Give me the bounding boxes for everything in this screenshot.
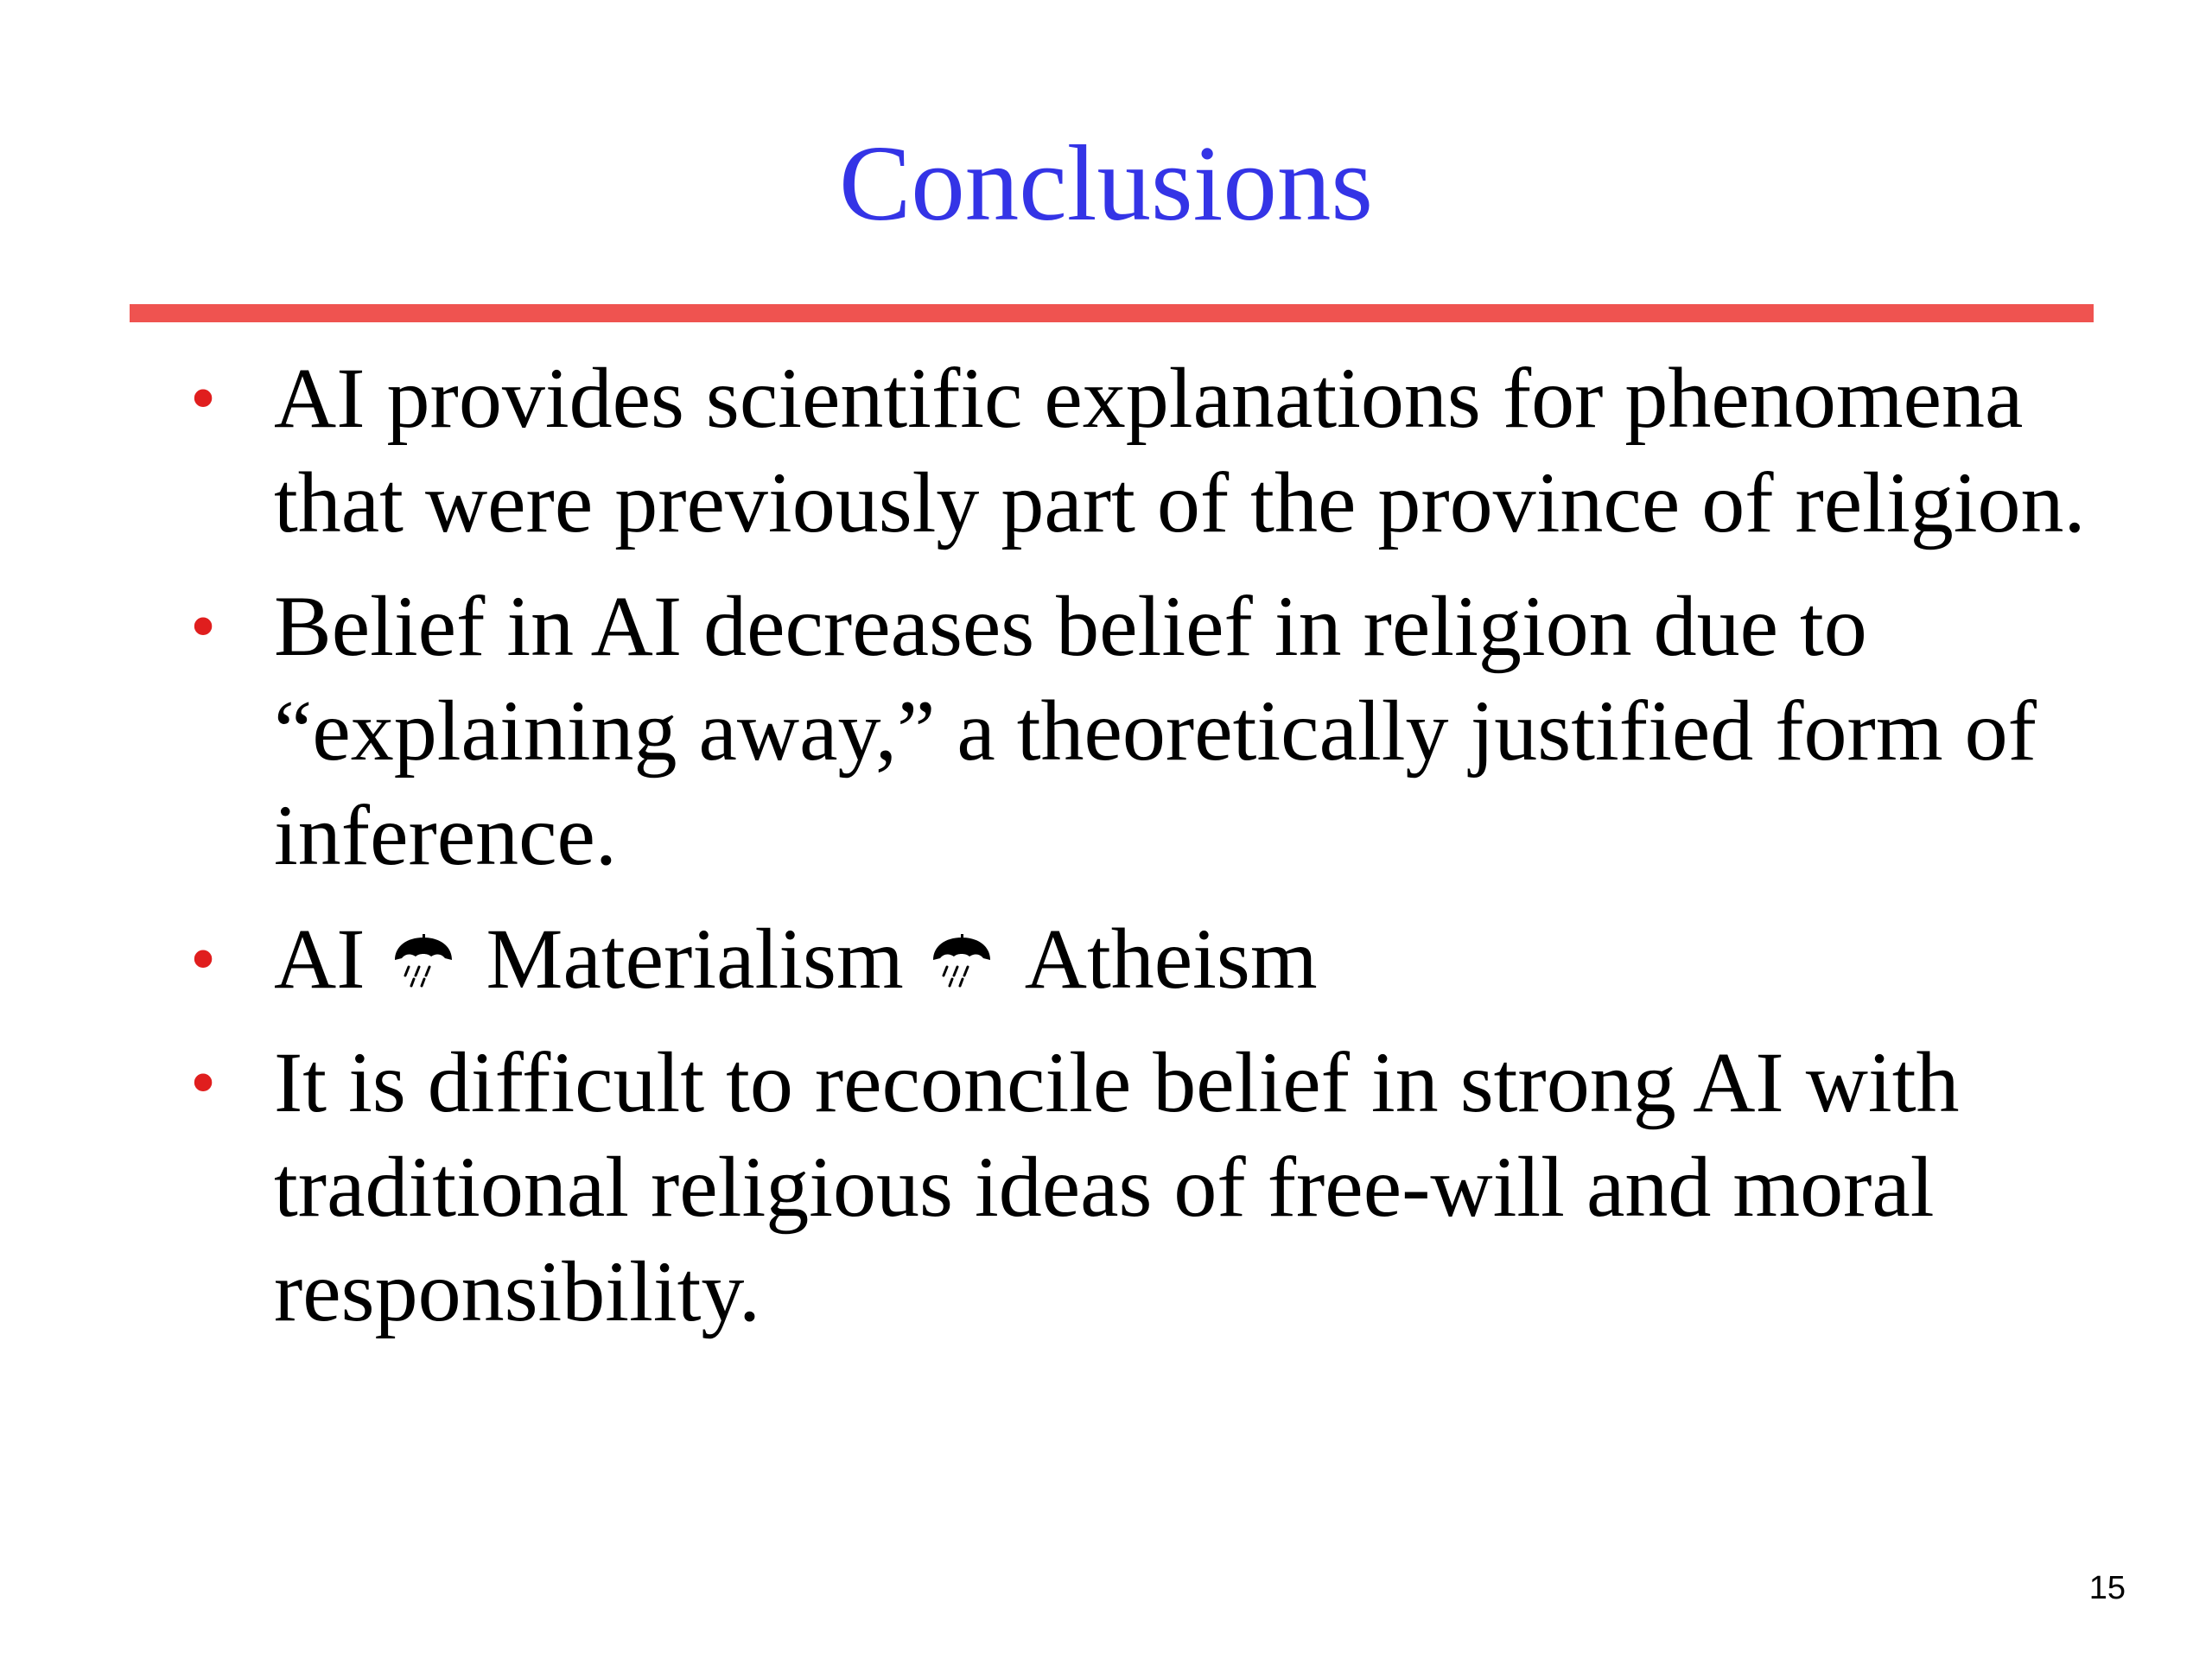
page-number: 15 — [2088, 1570, 2126, 1606]
rain-cloud-icon — [928, 910, 995, 970]
bullet-list — [0, 346, 2212, 1363]
bullet-dot: • — [190, 356, 217, 439]
term-materialism: Materialism — [486, 911, 904, 1007]
bullet-text: Belief in AI decreases belief in religion due to “explaining away,” a theoretically justified form of inference. — [274, 578, 2037, 883]
bullet-item-explaining-away — [0, 574, 2212, 887]
term-atheism: Atheism — [1024, 911, 1318, 1007]
rain-cloud-icon — [390, 910, 457, 970]
bullet-dot: • — [190, 1040, 217, 1123]
term-ai: AI — [274, 911, 365, 1007]
bullet-dot: • — [190, 584, 217, 667]
bullet-dot: • — [190, 917, 217, 1000]
bullet-item-ai-materialism-atheism — [0, 906, 2212, 1011]
bullet-text: It is difficult to reconcile belief in strong AI with traditional religious ideas of free-will and moral responsibility. — [274, 1034, 1960, 1339]
bullet-item-ai-explanations — [0, 346, 2212, 555]
bullet-text: AI provides scientific explanations for phenomena that were previously part of the province of religion. — [274, 350, 2086, 550]
slide-title: Conclusions — [838, 124, 1374, 244]
bullet-item-free-will — [0, 1030, 2212, 1344]
title-divider — [130, 304, 2094, 322]
